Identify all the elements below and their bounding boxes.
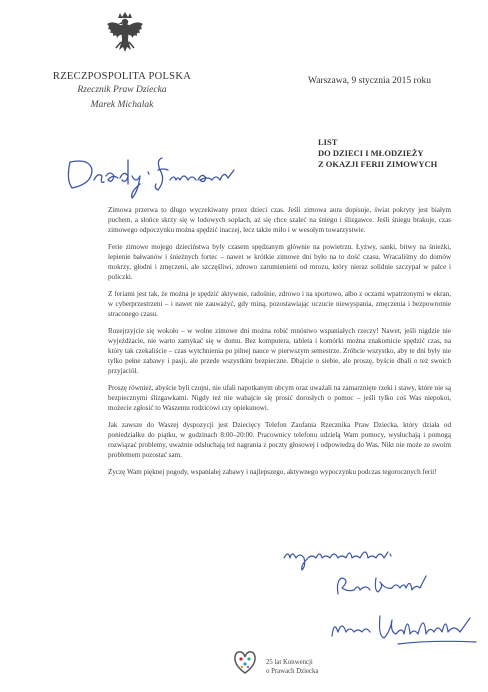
title-line-2: DO DZIECI I MŁODZIEŻY: [318, 148, 424, 158]
body-paragraph-4: Rozejrzyjcie się wokoło – w wolne zimowe dni można robić mnóstwo wspaniałych rzeczy! Nawet, jeśli nigdzie nie wyjeżdżacie, nie warto zamykać się w domu. Bez komputera, tableta i komórki można znakomicie spędzić czas, na który tak czekaliście – czas wytchnienia po pilnej nauce w pierwszym semestrze. Zróbcie wszystko, aby te dni były nie tylko pełne zabawy i pasji, ale przede wszystkim bezpieczne. Dbajcie o siebie, ale proszę, byście dbali o też swoich przyjaciół.: [108, 326, 451, 376]
heart-logo-icon: [232, 648, 258, 676]
body-paragraph-6: Jak zawsze do Waszej dyspozycji jest Dziecięcy Telefon Zaufania Rzecznika Praw Dziecka, który działa od poniedziałku do piątku, w godzinach 8:00–20:00. Pracownicy telefonu udzielą Wam pomocy, wysłuchają i pomogą rozwiązać problemy, uważnie odsłuchają też nagrania z poczty głosowej i odpowiedzą do Was. Nikt nie może ze swoim problemem pozostać sam.: [108, 420, 451, 460]
letter-title: [318, 137, 437, 170]
person-name: Marek Michalak: [90, 100, 154, 110]
office-name: Rzecznik Praw Dziecka: [77, 85, 167, 95]
letter-date: Warszawa, 9 stycznia 2015 roku: [308, 76, 431, 86]
body-paragraph-2: Ferie zimowe mojego dzieciństwa były czasem spędzanym głównie na powietrzu. Łyżwy, sanki, bitwy na śnieżki, lepienie bałwanów i śnieżnych fortec – nawet w krótkie zimowe dni było na to dość czasu. Wracaliśmy do domów mokrzy, głodni i zmęczeni, ale szczęśliwi, zdrowo zarumienieni od mrozu, który nieraz solidnie szczypał w palce i policzki.: [108, 242, 451, 282]
org-name: RZECZPOSPOLITA POLSKA: [52, 71, 192, 82]
letter-body: [108, 205, 451, 483]
body-paragraph-3: Z feriami jest tak, że można je spędzić aktywnie, radośnie, zdrowo i na sportowo, albo z oczami wpatrzonymi w ekran, w cyberprzestrzeni – i nawet nie zauważyć, gdy miną, pozostawiając uczucie niewyspania, zmęczenia i bezpowrotnie straconego czasu.: [108, 289, 451, 319]
body-paragraph-5: Proszę również, abyście byli czujni, nie ufali napotkanym obcym oraz uważali na zamarznięte rzeki i stawy, które nie są bezpiecznymi ślizgawkami. Nigdy też nie wahajcie się prosić dorosłych o pomoc – jeśli tylko coś Was niepokoi, możecie zgłosić to Waszemu rodzicowi czy opiekunowi.: [108, 383, 451, 413]
title-line-1: LIST: [318, 137, 338, 147]
jubilee-text: [266, 659, 318, 676]
body-paragraph-7: Życzę Wam pięknej pogody, wspaniałej zabawy i najlepszego, aktywnego wypoczynku podczas tegorocznych ferii!: [108, 467, 437, 476]
jubilee-line-1: 25 lat Konwencji: [266, 659, 313, 666]
handwritten-greeting: [62, 140, 242, 202]
handwritten-signature: [280, 536, 485, 651]
eagle-emblem-icon: [104, 10, 146, 62]
title-line-3: Z OKAZJI FERII ZIMOWYCH: [318, 159, 438, 169]
body-paragraph-1: Zimowa przerwa to długo wyczekiwany przez dzieci czas. Jeśli zimowa aura dopisuje, świat pokryty jest białym puchem, a słońce skrzy się w lodowych soplach, aż się chce szaleć na śniegu i ślizgawce. Jeśli śniegu brakuje, czas zimowego odpoczynku można spędzić inaczej, lecz także miło i w wesołym towarzystwie.: [108, 206, 451, 235]
jubilee-line-2: o Prawach Dziecka: [266, 667, 319, 675]
